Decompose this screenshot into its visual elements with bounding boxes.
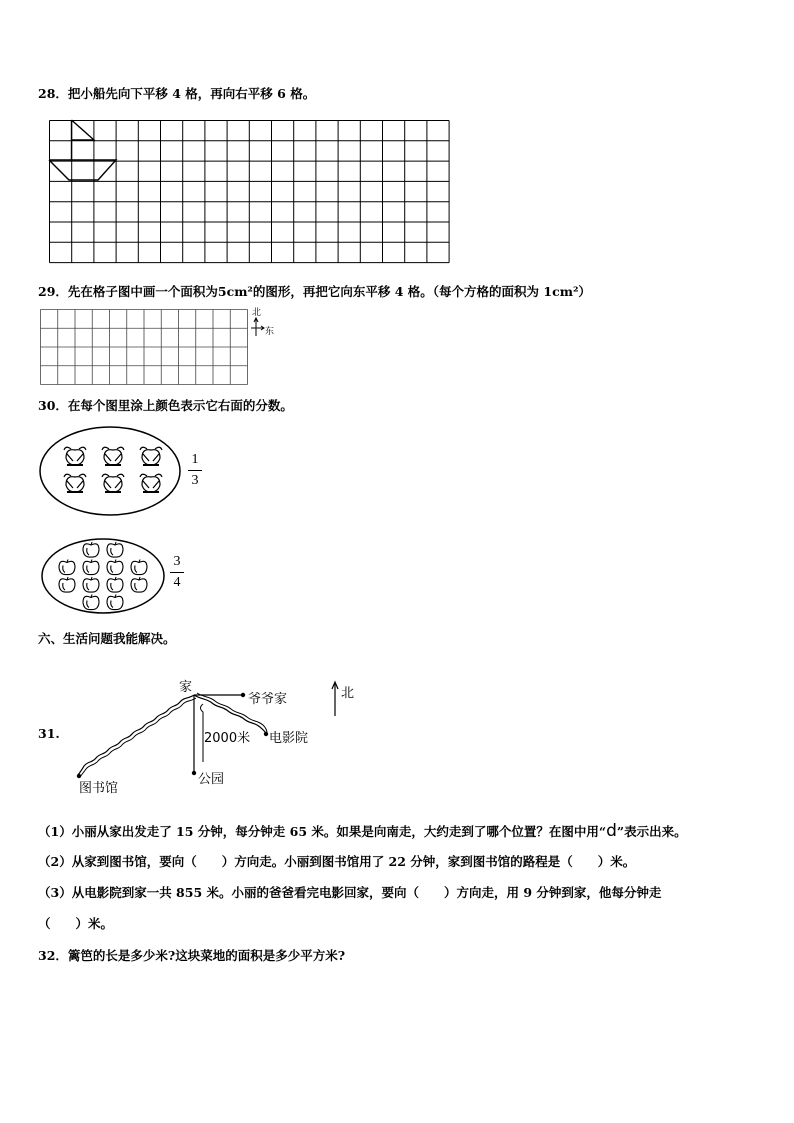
fraction1-numerator: 1 xyxy=(191,452,199,467)
map-park-label: 公园 xyxy=(198,772,225,787)
fraction2-numerator: 3 xyxy=(173,554,181,569)
compass xyxy=(250,308,280,336)
boat-icon xyxy=(49,120,116,180)
map-library-label: 图书馆 xyxy=(79,781,119,796)
compass-east-label: 东 xyxy=(265,327,275,337)
fraction-three-quarters xyxy=(170,554,184,591)
fraction1-denominator: 3 xyxy=(191,473,199,488)
peach-icon xyxy=(102,447,124,465)
apple-icon xyxy=(131,577,147,592)
group2-ellipse xyxy=(40,537,168,615)
q31-part3: （3）从电影院到家一共 855 米。小丽的爸爸看完电影回家，要向（ ）方向走，用 9 分钟到家，他每分钟走 xyxy=(38,885,662,900)
map-cinema-label: 电影院 xyxy=(269,731,309,746)
q29-text: 29．先在格子图中画一个面积为5cm²的图形，再把它向东平移 4 格。（每个方格的面积为 1cm²） xyxy=(38,284,591,299)
q30-text: 30．在每个图里涂上颜色表示它右面的分数。 xyxy=(38,398,293,413)
q31-part1 xyxy=(38,821,687,841)
fraction2-denominator: 4 xyxy=(173,575,181,590)
map-grandpa-home-label: 爷爷家 xyxy=(248,692,288,707)
q31-part1-text: （1）小丽从家出发走了 15 分钟，每分钟走 65 米。如果是向南走，大约走到了哪个位置？在图中用“ xyxy=(38,824,607,839)
apple-icon xyxy=(83,542,99,557)
apple-icon xyxy=(107,560,123,575)
apple-icon xyxy=(131,560,147,575)
compass-north-label: 北 xyxy=(252,308,262,318)
peach-icon xyxy=(140,447,162,465)
q31-number: 31. xyxy=(38,726,60,741)
apple-icon xyxy=(83,560,99,575)
q31-part2: （2）从家到图书馆，要向（ ）方向走。小丽到图书馆用了 22 分钟，家到图书馆的路程是（ ）米。 xyxy=(38,854,636,869)
map-distance-label: 2000米 xyxy=(204,731,251,746)
apple-icon xyxy=(107,577,123,592)
q28-text: 28．把小船先向下平移 4 格，再向右平移 6 格。 xyxy=(38,86,316,101)
q28-grid xyxy=(49,120,450,263)
q29-grid xyxy=(40,309,248,385)
peach-icon xyxy=(64,474,86,492)
peach-icon xyxy=(140,474,162,492)
map-north-label: 北 xyxy=(341,686,355,701)
fraction-one-third xyxy=(188,452,202,489)
peach-icon xyxy=(64,447,86,465)
apple-icon xyxy=(107,542,123,557)
apple-icon xyxy=(83,577,99,592)
q31-part3-answer: （ ）米。 xyxy=(38,916,114,931)
apple-icon xyxy=(83,595,99,610)
apple-icon xyxy=(59,560,75,575)
q31-part1-end: ”表示出来。 xyxy=(616,824,687,839)
map-home-label: 家 xyxy=(179,680,193,695)
group1-ellipse xyxy=(38,425,183,517)
apple-icon xyxy=(107,595,123,610)
apple-icon xyxy=(59,577,75,592)
peach-icon xyxy=(102,474,124,492)
section6-title: 六、生活问题我能解决。 xyxy=(38,631,176,646)
q32-text: 32．篱笆的长是多少米?这块菜地的面积是多少平方米? xyxy=(38,948,346,963)
q31-part1-symbol: d xyxy=(606,821,617,841)
